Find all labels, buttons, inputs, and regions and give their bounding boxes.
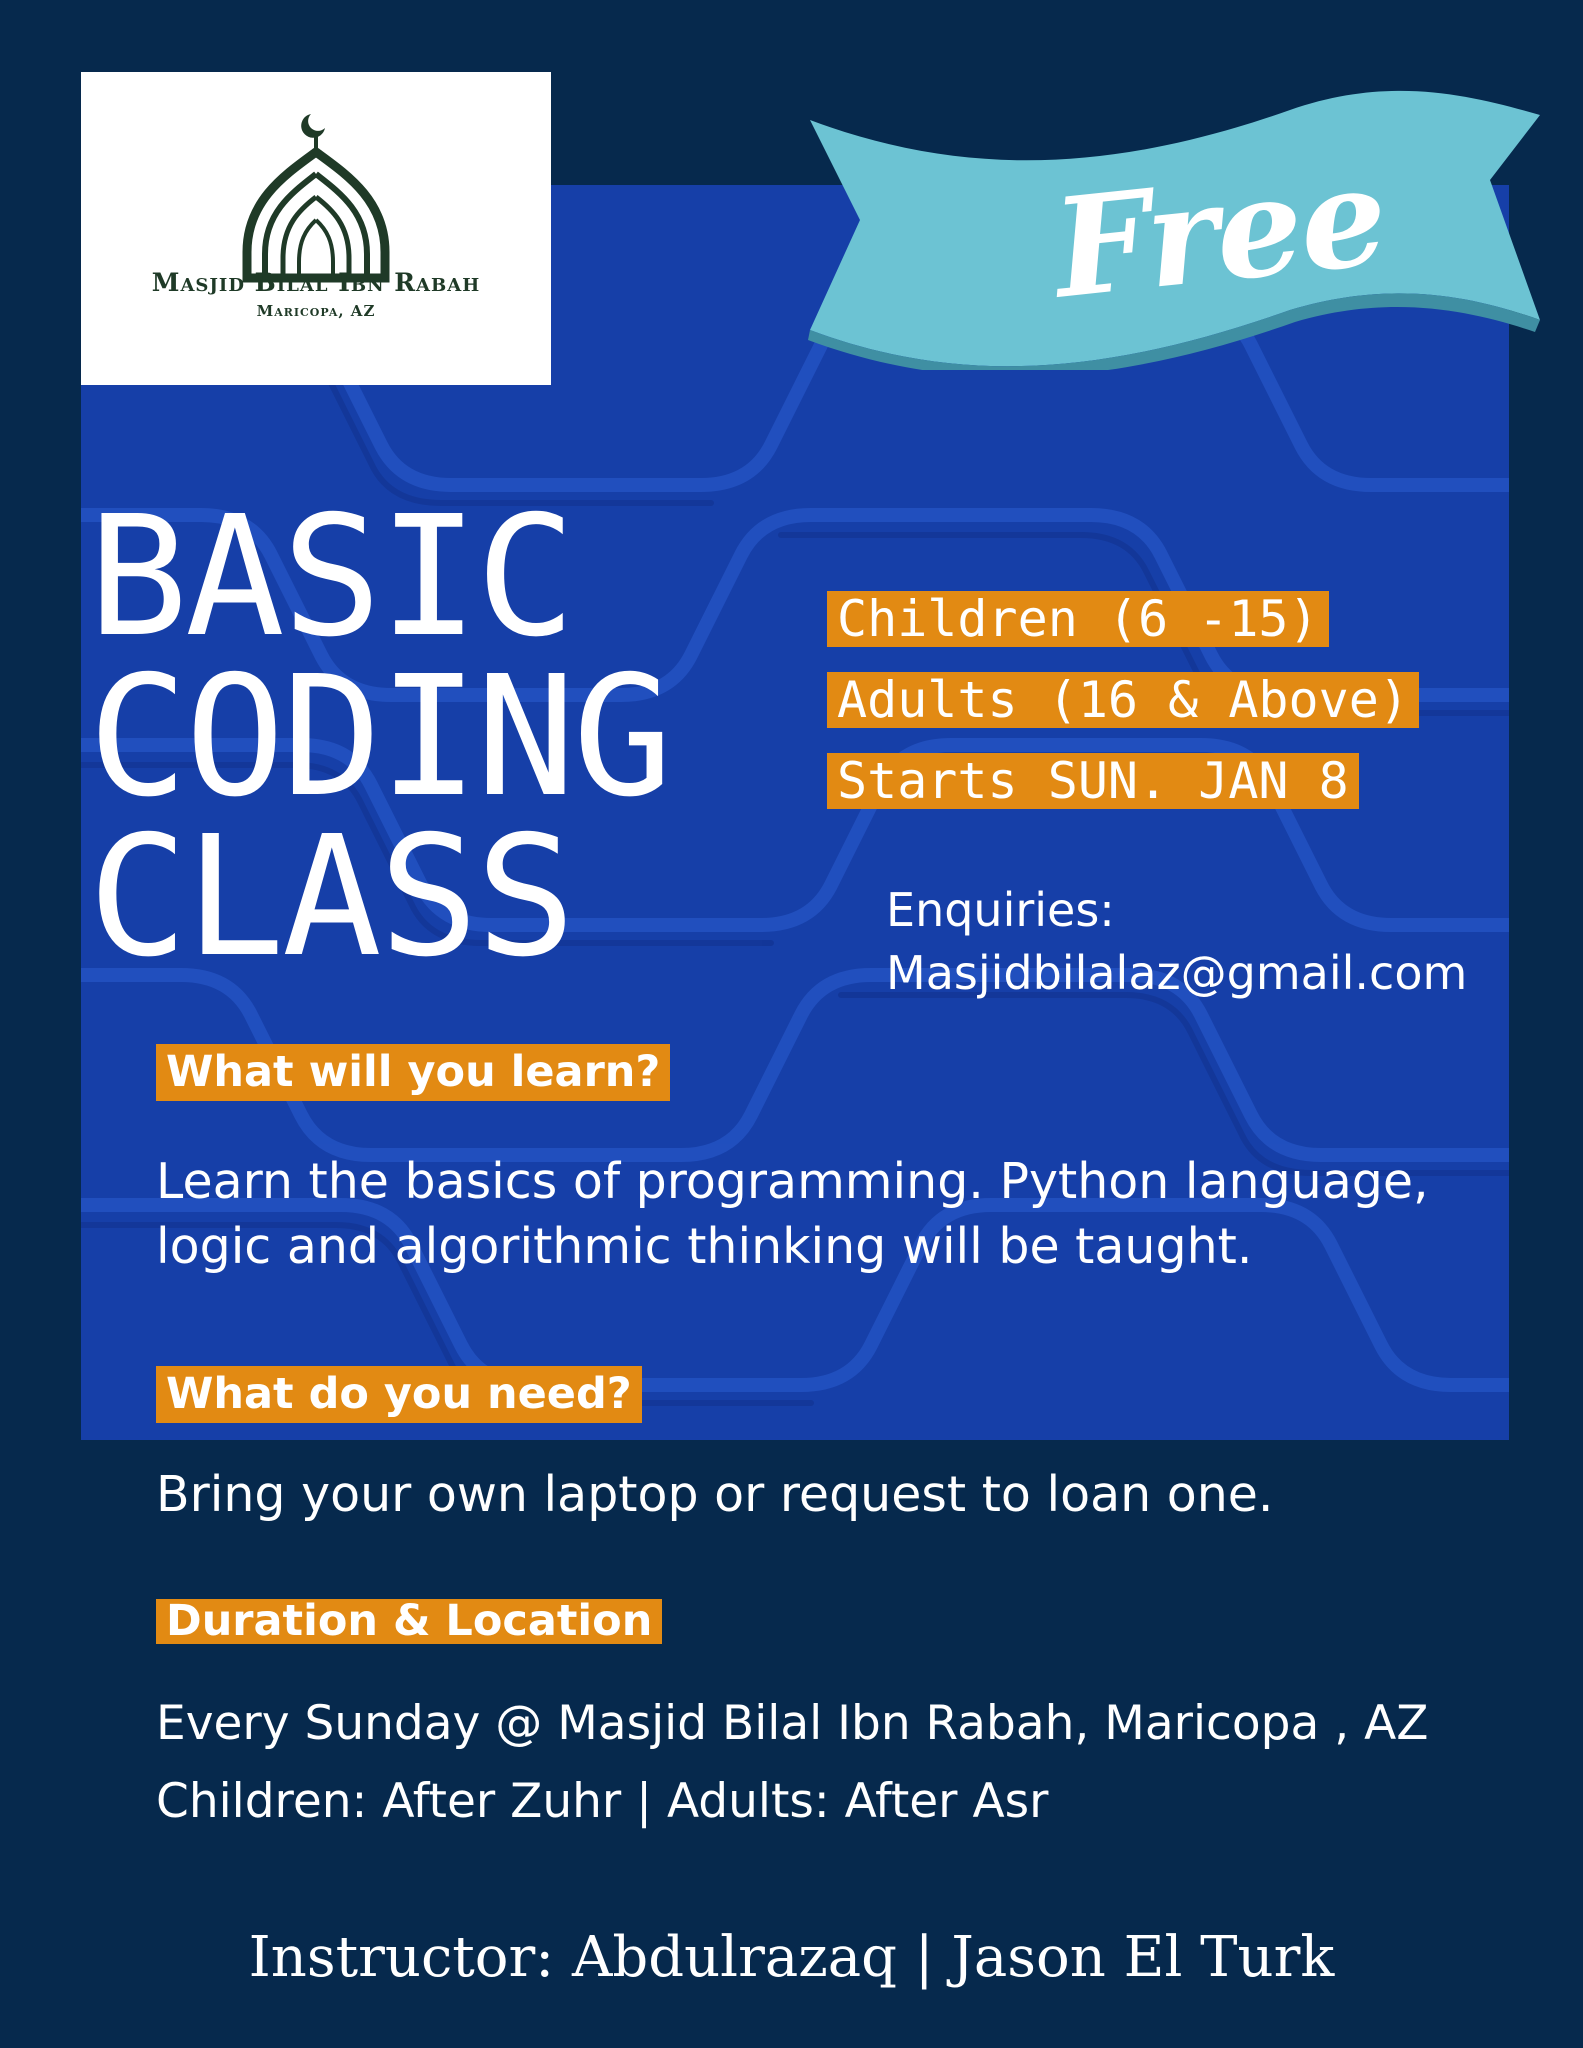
title-line-1: BASIC xyxy=(88,481,573,674)
logo-city: Maricopa, AZ xyxy=(256,302,376,320)
duration-line-1: Every Sunday @ Masjid Bilal Ibn Rabah, Maricopa , AZ xyxy=(156,1696,1429,1751)
info-tag-children: Children (6 -15) xyxy=(827,591,1329,647)
enquiries-email[interactable]: Masjidbilalaz@gmail.com xyxy=(886,946,1468,1000)
learn-heading: What will you learn? xyxy=(156,1044,670,1101)
title-line-2: CODING xyxy=(88,641,670,834)
logo-name: Masjid Bilal Ibn Rabah xyxy=(151,268,481,297)
logo-card xyxy=(81,72,551,385)
free-label: Free xyxy=(1046,135,1393,330)
learn-text-line-2: logic and algorithmic thinking will be taught. xyxy=(156,1218,1253,1275)
info-tag-adults: Adults (16 & Above) xyxy=(827,672,1419,728)
enquiries-label: Enquiries: xyxy=(886,883,1115,937)
title-line-3: CLASS xyxy=(88,801,573,994)
mosque-dome-icon xyxy=(81,102,551,332)
learn-text-line-1: Learn the basics of programming. Python language, xyxy=(156,1153,1429,1210)
info-tag-start-date: Starts SUN. JAN 8 xyxy=(827,753,1359,809)
free-banner xyxy=(790,70,1550,370)
need-heading: What do you need? xyxy=(156,1366,642,1423)
need-text: Bring your own laptop or request to loan one. xyxy=(156,1466,1274,1523)
duration-heading: Duration & Location xyxy=(156,1599,662,1644)
duration-line-2: Children: After Zuhr | Adults: After Asr xyxy=(156,1774,1049,1829)
instructor-credit: Instructor: Abdulrazaq | Jason El Turk xyxy=(248,1925,1335,1990)
